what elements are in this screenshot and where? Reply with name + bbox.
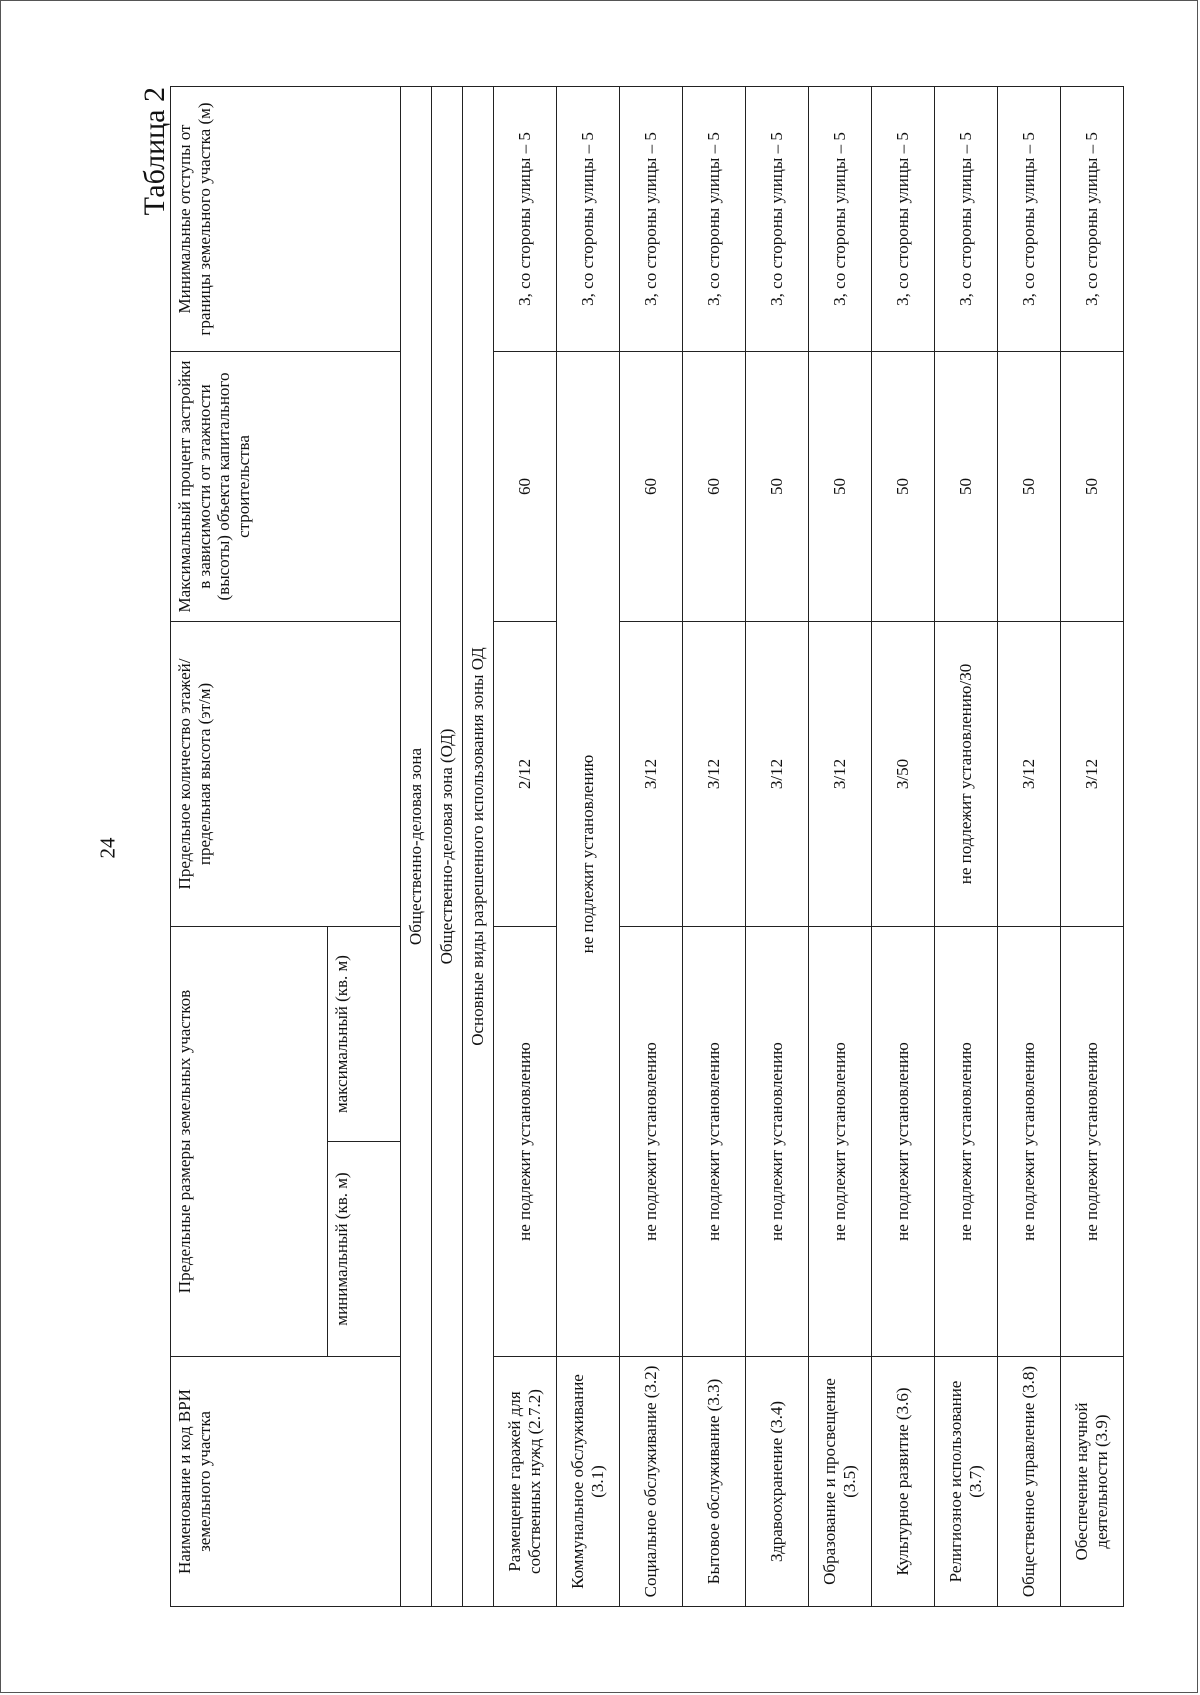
zoning-table (170, 86, 1124, 1607)
cell-setback: 3, со стороны улицы – 5 (557, 87, 620, 352)
cell-coverage: 50 (1061, 352, 1124, 622)
table-row (935, 87, 998, 1607)
cell-area: не подлежит установлению (746, 927, 809, 1357)
cell-floors: 3/12 (998, 622, 1061, 927)
cell-coverage: 50 (809, 352, 872, 622)
cell-name: Социальное обслуживание (3.2) (620, 1357, 683, 1607)
zone-row (401, 87, 432, 1607)
header-row-1 (171, 87, 328, 1607)
cell-floors: 3/50 (872, 622, 935, 927)
cell-name: Здравоохранение (3.4) (746, 1357, 809, 1607)
cell-area: не подлежит установлению (1061, 927, 1124, 1357)
col-header-setbacks: Минимальные отступы от границы земельного участка (м) (171, 87, 401, 352)
col-header-floors-line1: Предельное количество этажей/ (175, 658, 194, 890)
cell-name: Образование и просвещение (3.5) (809, 1357, 872, 1607)
cell-name: Обеспечение научной деятельности (3.9) (1061, 1357, 1124, 1607)
cell-setback: 3, со стороны улицы – 5 (494, 87, 557, 352)
cell-area: не подлежит установлению (620, 927, 683, 1357)
col-header-name: Наименование и код ВРИ земельного участка (171, 1357, 401, 1607)
cell-name: Размещение гаражей для собственных нужд (2.7.2) (494, 1357, 557, 1607)
col-header-coverage: Максимальный процент застройки в зависимости от этажности (высоты) объекта капитального строительства (171, 352, 401, 622)
cell-merged: не подлежит установлению (557, 352, 620, 1357)
cell-coverage: 60 (620, 352, 683, 622)
cell-coverage: 60 (494, 352, 557, 622)
col-header-plot-sizes: Предельные размеры земельных участков (171, 927, 328, 1357)
cell-floors: 3/12 (1061, 622, 1124, 927)
cell-area: не подлежит установлению (935, 927, 998, 1357)
cell-area: не подлежит установлению (998, 927, 1061, 1357)
zone-section-title: Основные виды разрешенного использования зоны ОД (463, 87, 494, 1607)
cell-name: Общественное управление (3.8) (998, 1357, 1061, 1607)
cell-coverage: 50 (746, 352, 809, 622)
cell-floors: 3/12 (809, 622, 872, 927)
table-row (683, 87, 746, 1607)
cell-setback: 3, со стороны улицы – 5 (998, 87, 1061, 352)
cell-coverage: 50 (998, 352, 1061, 622)
cell-floors: не подлежит установлению/30 (935, 622, 998, 927)
col-header-max-area: максимальный (кв. м) (328, 927, 401, 1142)
cell-setback: 3, со стороны улицы – 5 (935, 87, 998, 352)
cell-area: не подлежит установлению (872, 927, 935, 1357)
table-row (809, 87, 872, 1607)
cell-setback: 3, со стороны улицы – 5 (1061, 87, 1124, 352)
page-number: 24 (95, 837, 120, 859)
cell-setback: 3, со стороны улицы – 5 (809, 87, 872, 352)
table-row (1061, 87, 1124, 1607)
cell-setback: 3, со стороны улицы – 5 (683, 87, 746, 352)
cell-coverage: 50 (935, 352, 998, 622)
table-row (620, 87, 683, 1607)
table-row (998, 87, 1061, 1607)
table-row (494, 87, 557, 1607)
cell-area: не подлежит установлению (683, 927, 746, 1357)
cell-floors: 3/12 (746, 622, 809, 927)
cell-floors: 3/12 (683, 622, 746, 927)
col-header-floors-line2: предельная высота (эт/м) (194, 682, 214, 866)
cell-coverage: 60 (683, 352, 746, 622)
cell-setback: 3, со стороны улицы – 5 (746, 87, 809, 352)
col-header-min-area: минимальный (кв. м) (328, 1142, 401, 1357)
table-caption: Таблица 2 (138, 87, 171, 216)
cell-name: Коммунальное обслуживание (3.1) (557, 1357, 620, 1607)
cell-setback: 3, со стороны улицы – 5 (620, 87, 683, 352)
zone-row (432, 87, 463, 1607)
table-row (872, 87, 935, 1607)
cell-name: Бытовое обслуживание (3.3) (683, 1357, 746, 1607)
col-header-floors (171, 622, 401, 927)
zone-title: Общественно-деловая зона (401, 87, 432, 1607)
cell-setback: 3, со стороны улицы – 5 (872, 87, 935, 352)
cell-name: Культурное развитие (3.6) (872, 1357, 935, 1607)
cell-name: Религиозное использование (3.7) (935, 1357, 998, 1607)
cell-coverage: 50 (872, 352, 935, 622)
table-row (746, 87, 809, 1607)
cell-floors: 2/12 (494, 622, 557, 927)
cell-floors: 3/12 (620, 622, 683, 927)
cell-area: не подлежит установлению (809, 927, 872, 1357)
zone-row (463, 87, 494, 1607)
cell-area: не подлежит установлению (494, 927, 557, 1357)
zone-subtitle: Общественно-деловая зона (ОД) (432, 87, 463, 1607)
table-row (557, 87, 620, 1607)
rotated-table-area (138, 87, 1111, 1607)
